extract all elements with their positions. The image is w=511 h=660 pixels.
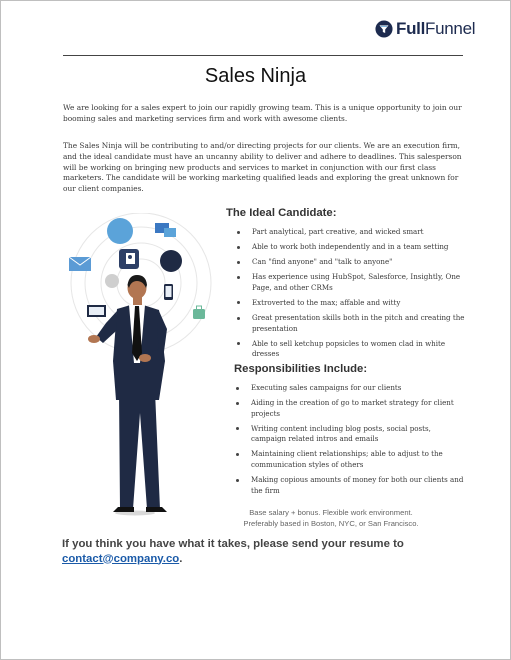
location-line: Preferably based in Boston, NYC, or San Francisco. (243, 519, 419, 528)
header-divider (63, 55, 463, 56)
compensation-note (231, 507, 431, 529)
call-to-action (62, 537, 482, 566)
list-item: Able to work both independently and in a team setting (237, 242, 469, 253)
envelope-icon (69, 257, 91, 271)
ideal-candidate-list (237, 227, 469, 364)
list-item: Can "find anyone" and "talk to anyone" (237, 257, 469, 268)
contact-email-link[interactable]: contact@company.co (62, 552, 180, 565)
mobile-phone-icon (164, 284, 173, 300)
cta-text: If you think you have what it takes, please send your resume to (62, 538, 404, 550)
responsibilities-heading: Responsibilities Include: (234, 363, 368, 375)
fullfunnel-logo (375, 19, 475, 39)
list-item: Able to sell ketchup popsicles to women clad in white dresses (237, 339, 469, 360)
list-item: Maintaining client relationships; able to adjust to the communication styles of others (236, 449, 468, 470)
blue-circle-icon (107, 218, 133, 244)
responsibilities-list (236, 383, 468, 501)
intro-paragraph-1: We are looking for a sales expert to join our rapidly growing team. This is a unique opportunity to join our booming sales and marketing services firm and work with awesome clients. (63, 103, 462, 123)
intro-paragraph-2: The Sales Ninja will be contributing to and/or directing projects for our clients. We are an execution firm, and the ideal candidate must have an uncanny ability to deliver and adhere to deadlines. This salesperson will be working on bringing new products and services to market in conjunction with our first class marketers. The candidate will be working marketing qualified leads and exploring the great unknown for our client companies. (63, 141, 462, 194)
list-item: Making copious amounts of money for both our clients and the firm (236, 475, 468, 496)
grey-circle-icon (105, 274, 119, 288)
list-item: Great presentation skills both in the pitch and creating the presentation (237, 313, 469, 334)
navy-circle-icon (160, 250, 182, 272)
logo-text: FullFunnel (396, 19, 476, 38)
list-item: Executing sales campaigns for our clients (236, 383, 468, 394)
chat-icon (155, 223, 176, 237)
compensation-line: Base salary + bonus. Flexible work environment. (249, 508, 413, 517)
id-card-icon (119, 249, 139, 269)
briefcase-icon (193, 306, 205, 319)
funnel-icon (375, 20, 393, 38)
list-item: Has experience using HubSpot, Salesforce, Insightly, One Page, and other CRMs (237, 272, 469, 293)
page-title: Sales Ninja (204, 65, 307, 87)
list-item: Part analytical, part creative, and wicked smart (237, 227, 469, 238)
laptop-icon (87, 305, 106, 317)
list-item: Extroverted to the max; affable and witty (237, 298, 469, 309)
list-item: Aiding in the creation of go to market strategy for client projects (236, 398, 468, 419)
list-item: Writing content including blog posts, social posts, campaign related intros and emails (236, 424, 468, 445)
salesman-illustration (63, 213, 223, 518)
ideal-candidate-heading: The Ideal Candidate: (226, 207, 337, 219)
cta-suffix: . (179, 552, 183, 565)
